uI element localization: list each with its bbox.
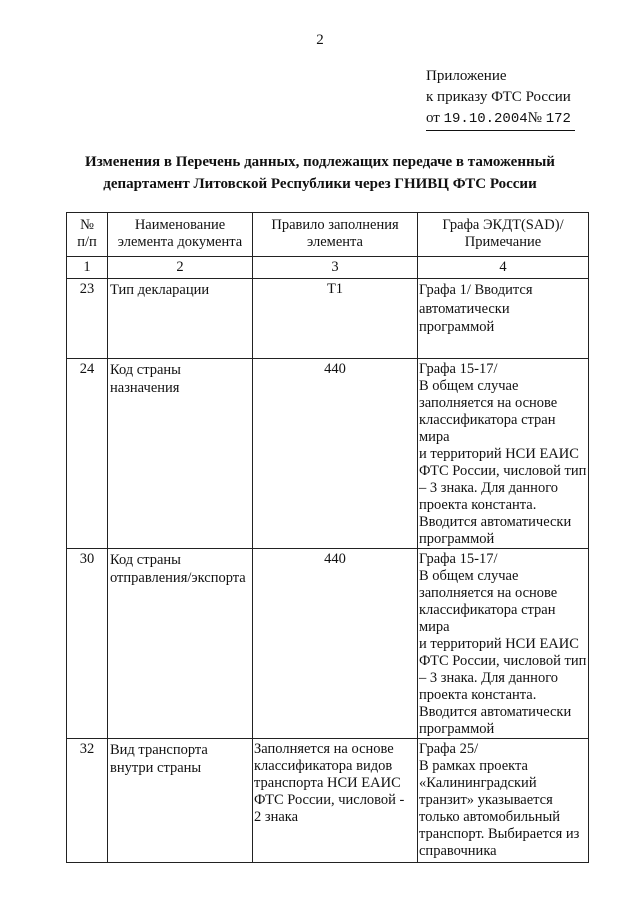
element-name — [108, 739, 253, 863]
element-name-line: внутри страны — [110, 760, 202, 776]
note-line: классификатора стран мира — [419, 602, 556, 635]
appendix-number-sign: № — [527, 110, 542, 126]
element-name — [108, 359, 253, 549]
note-line: программой — [419, 531, 495, 547]
title-line-1: Изменения в Перечень данных, подлежащих передаче в таможенный — [85, 154, 555, 170]
note-line: Вводится автоматически — [419, 514, 572, 530]
fill-rule — [253, 359, 418, 549]
appendix-number: 172 — [545, 111, 571, 127]
element-name-line: Код страны — [110, 552, 181, 568]
note-line: Графа 1/ Вводится — [419, 282, 533, 298]
column-number-row — [67, 257, 589, 279]
document-title — [60, 151, 580, 195]
fill-rule — [253, 549, 418, 739]
row-number: 23 — [67, 279, 108, 359]
element-name-line: отправления/экспорта — [110, 570, 246, 586]
element-name-line: Код страны — [110, 362, 181, 378]
title-line-2: департамент Литовской Республики через ГНИВЦ ФТС России — [103, 176, 537, 192]
table-row — [67, 279, 589, 359]
fill-rule-line: ФТС России, числовой - — [254, 792, 405, 808]
appendix-prefix: от — [426, 110, 440, 126]
appendix-order: к приказу ФТС России — [426, 89, 571, 105]
note-line: проекта константа. — [419, 497, 537, 513]
header-note-line2: Примечание — [464, 234, 542, 250]
table-row — [67, 359, 589, 549]
note-line: проекта константа. — [419, 687, 537, 703]
element-name — [108, 279, 253, 359]
note-line: только автомобильный — [419, 809, 560, 825]
note-line: – 3 знака. Для данного — [419, 480, 559, 496]
note-line: автоматически программой — [419, 300, 510, 335]
fill-rule-line: Заполняется на основе — [254, 741, 394, 757]
header-rule-line2: элемента — [307, 234, 363, 250]
appendix-date: 19.10.2004 — [443, 111, 528, 127]
note — [418, 739, 589, 863]
fill-rule-line: 440 — [324, 361, 346, 377]
element-name-line: назначения — [110, 380, 180, 396]
note-line: классификатора стран мира — [419, 412, 556, 445]
fill-rule-line: классификатора видов — [254, 758, 393, 774]
note-line: транзит» указывается — [419, 792, 553, 808]
header-name-line2: элемента документа — [117, 234, 243, 250]
note-line: заполняется на основе — [419, 585, 558, 601]
note-line: ФТС России, числовой тип — [419, 463, 587, 479]
header-num-line1: № — [80, 217, 94, 233]
note-line: Вводится автоматически — [419, 704, 572, 720]
header-note-line1: Графа ЭКДТ(SAD)/ — [442, 217, 564, 233]
row-number: 24 — [67, 359, 108, 549]
column-number: 4 — [418, 257, 589, 279]
element-name-line: Вид транспорта — [110, 742, 208, 758]
note — [418, 359, 589, 549]
appendix-date-line — [426, 108, 575, 131]
header-name-line1: Наименование — [134, 217, 226, 233]
note-line: В рамках проекта — [419, 758, 528, 774]
note-line: программой — [419, 721, 495, 737]
note — [418, 549, 589, 739]
fill-rule-line: Т1 — [326, 281, 344, 297]
note-line: – 3 знака. Для данного — [419, 670, 559, 686]
header-cell-note — [418, 213, 589, 257]
note-line: транспорт. Выбирается из — [419, 826, 580, 842]
note-line: В общем случае — [419, 568, 519, 584]
row-number: 30 — [67, 549, 108, 739]
fill-rule-line: транспорта НСИ ЕАИС — [254, 775, 401, 791]
note-line: Графа 15-17/ — [419, 361, 498, 377]
fill-rule — [253, 279, 418, 359]
note-line: В общем случае — [419, 378, 519, 394]
element-name — [108, 549, 253, 739]
header-rule-line1: Правило заполнения — [271, 217, 399, 233]
header-cell-rule — [253, 213, 418, 257]
note-line: и территорий НСИ ЕАИС — [419, 446, 579, 462]
column-number: 1 — [67, 257, 108, 279]
header-row — [67, 213, 589, 257]
note — [418, 279, 589, 359]
fill-rule-line: 440 — [324, 551, 346, 567]
note-line: «Калининградский — [419, 775, 537, 791]
header-num-line2: п/п — [77, 234, 97, 250]
table-row — [67, 549, 589, 739]
column-number: 3 — [253, 257, 418, 279]
table-row — [67, 739, 589, 863]
element-name-line: Тип декларации — [110, 282, 210, 298]
appendix-label: Приложение — [426, 68, 507, 84]
note-line: справочника — [419, 843, 497, 859]
note-line: и территорий НСИ ЕАИС — [419, 636, 579, 652]
page-number: 2 — [316, 32, 324, 48]
row-number: 32 — [67, 739, 108, 863]
note-line: заполняется на основе — [419, 395, 558, 411]
data-table — [66, 212, 589, 863]
note-line: Графа 25/ — [419, 741, 479, 757]
header-cell-num — [67, 213, 108, 257]
note-line: Графа 15-17/ — [419, 551, 498, 567]
appendix-block — [426, 66, 575, 131]
fill-rule-line: 2 знака — [254, 809, 299, 825]
fill-rule — [253, 739, 418, 863]
note-line: ФТС России, числовой тип — [419, 653, 587, 669]
column-number: 2 — [108, 257, 253, 279]
header-cell-name — [108, 213, 253, 257]
